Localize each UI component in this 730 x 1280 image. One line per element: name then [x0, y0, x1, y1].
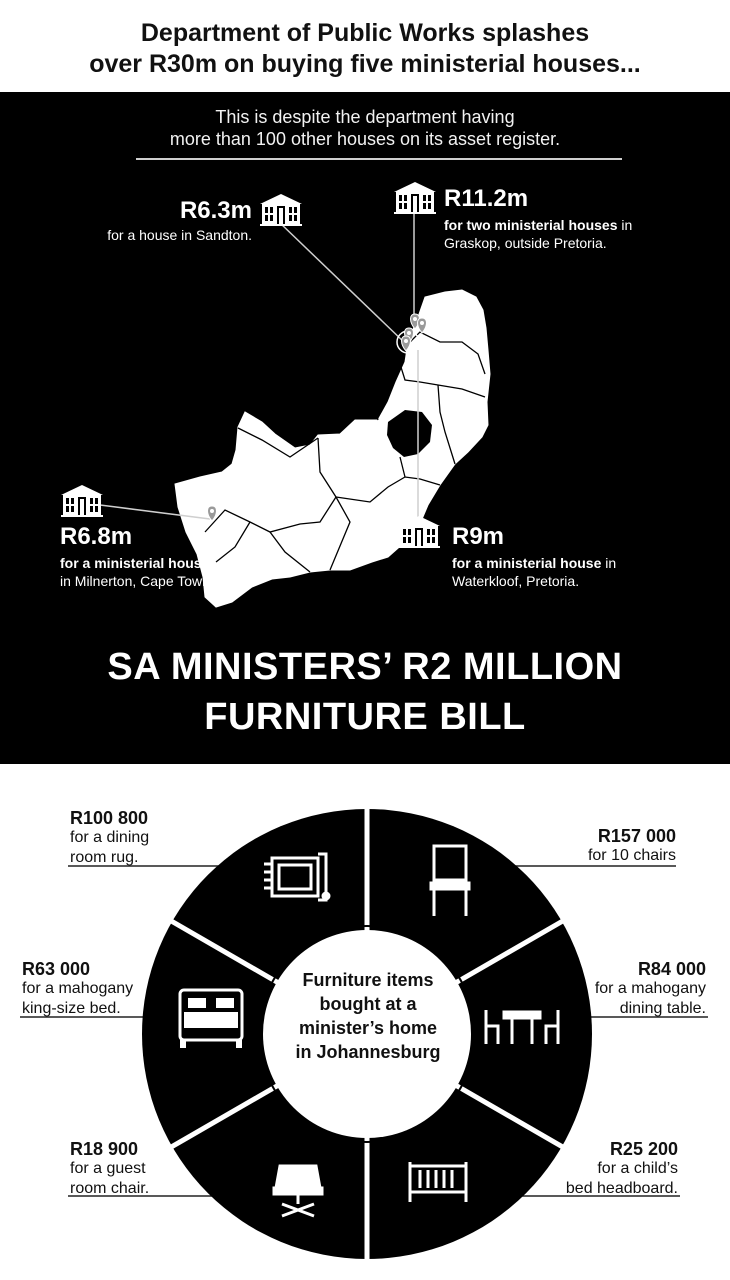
callout-desc-rest: in	[617, 217, 633, 233]
item-amount: R100 800	[70, 808, 149, 828]
item-amount: R25 200	[609, 1139, 678, 1159]
section-title-line-1: SA MINISTERS’ R2 MILLION	[107, 646, 623, 688]
item-table	[520, 959, 706, 1019]
item-desc-line2: room rug.	[70, 849, 139, 866]
item-desc-line2: king-size bed.	[22, 1000, 121, 1017]
item-desc-line2: dining table.	[619, 1000, 706, 1017]
item-amount: R63 000	[22, 959, 91, 979]
item-desc-line2: room chair.	[70, 1180, 150, 1197]
callout-sandton	[60, 198, 252, 244]
item-desc-line1: for a child’s	[597, 1160, 678, 1177]
item-bed	[22, 959, 133, 1019]
callout-desc: for a house in Sandton.	[107, 227, 252, 243]
headline	[0, 18, 730, 80]
item-desc-line1: for a dining	[70, 829, 150, 846]
item-desc-line1: for 10 chairs	[587, 847, 676, 864]
item-amount: R18 900	[70, 1139, 139, 1159]
callout-desc-bold: for a ministerial house	[60, 555, 210, 571]
headline-line-1: Department of Public Works splashes	[140, 19, 590, 47]
headline-line-2: over R30m on buying five ministerial houses...	[89, 50, 641, 78]
center-label-line-2: bought at a	[319, 994, 417, 1014]
callout-desc-line2: in Milnerton, Cape Town.	[60, 573, 214, 589]
callout-desc-bold: for two ministerial houses	[444, 217, 618, 233]
section-title-line-2: FURNITURE BILL	[204, 696, 526, 738]
map-panel	[0, 92, 730, 764]
callout-desc-line2: Waterkloof, Pretoria.	[452, 573, 580, 589]
item-desc-line1: for a mahogany	[594, 980, 706, 997]
center-label-line-4: in Johannesburg	[295, 1042, 441, 1062]
callout-desc	[452, 554, 712, 572]
callout-amount: R11.2m	[444, 185, 529, 212]
item-desc-line1: for a guest	[70, 1160, 146, 1177]
section-title	[0, 642, 730, 742]
center-label-line-1: Furniture items	[302, 970, 434, 990]
center-label	[278, 968, 458, 1064]
subtitle-line-2: more than 100 other houses on its asset register.	[169, 129, 561, 149]
item-amount: R84 000	[637, 959, 706, 979]
callout-desc-line2: Graskop, outside Pretoria.	[444, 235, 607, 251]
callout-desc	[60, 554, 310, 572]
item-chairs	[470, 826, 676, 866]
callout-graskop	[444, 186, 714, 252]
item-desc-line2: bed headboard.	[565, 1180, 678, 1197]
callout-desc	[444, 216, 714, 234]
callout-amount: R6.8m	[60, 523, 133, 550]
callout-desc-rest: in	[601, 555, 617, 571]
house-icon	[260, 194, 302, 226]
subtitle-line-1: This is despite the department having	[215, 107, 515, 127]
callout-amount: R9m	[452, 523, 505, 550]
callout-desc-bold: for a ministerial house	[452, 555, 602, 571]
house-icon	[61, 485, 103, 517]
callout-amount: R6.3m	[179, 197, 252, 224]
callout-waterkloof	[452, 524, 712, 590]
item-headboard	[500, 1139, 678, 1199]
item-desc-line1: for a mahogany	[22, 980, 134, 997]
center-label-line-3: minister’s home	[298, 1018, 438, 1038]
callout-milnerton	[60, 524, 310, 590]
item-rug	[70, 808, 149, 868]
item-amount: R157 000	[597, 826, 676, 846]
item-guest-chair	[70, 1139, 149, 1199]
house-icon	[394, 182, 436, 214]
